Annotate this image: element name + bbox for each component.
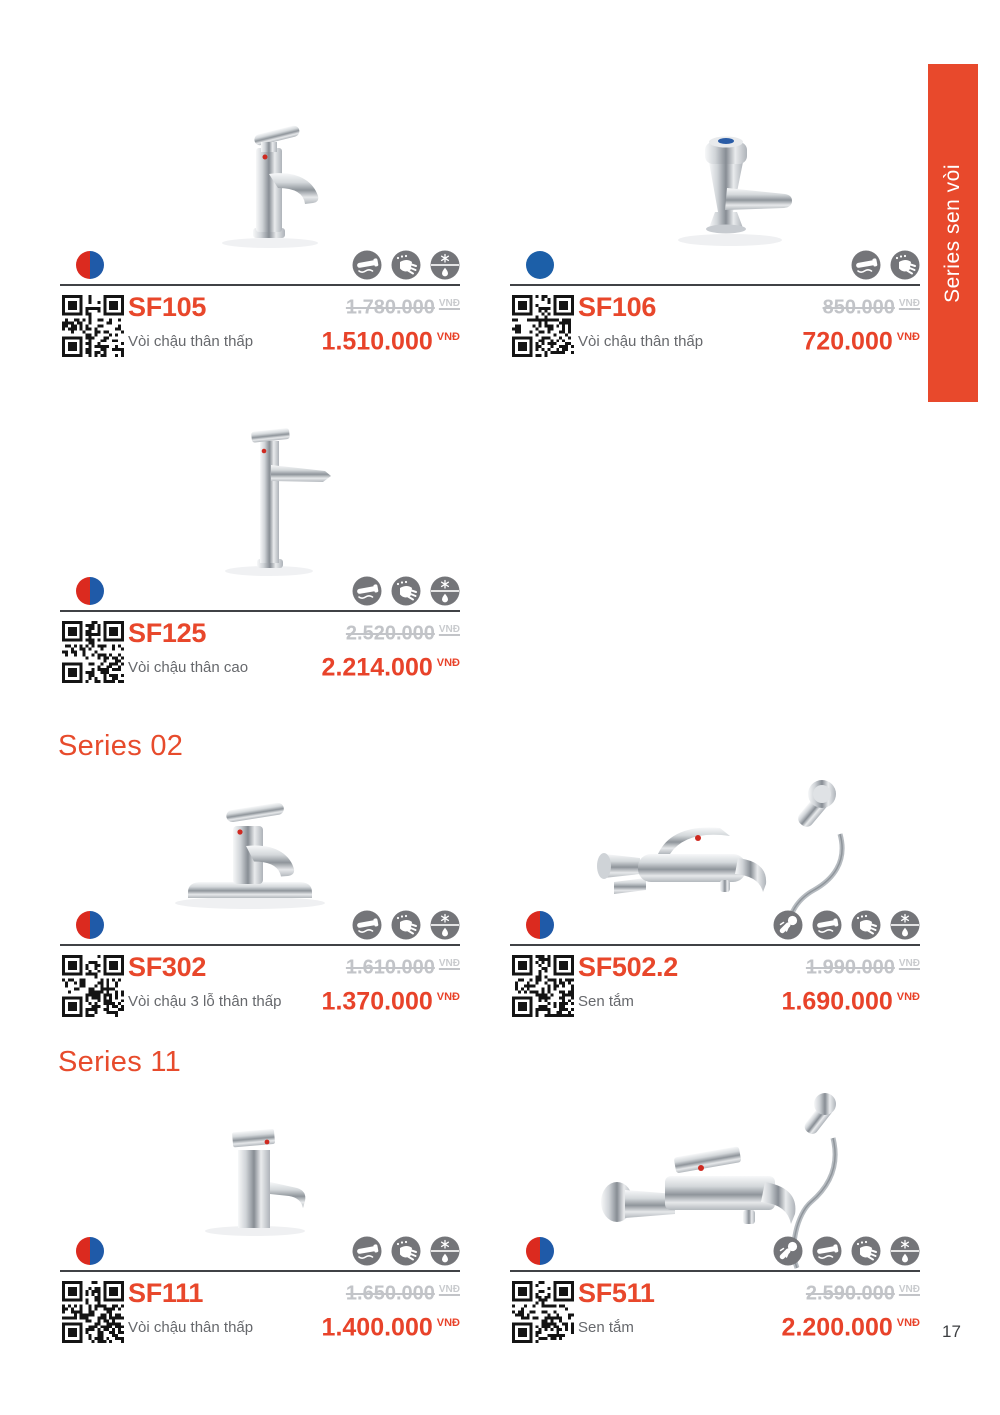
divider-line [510,284,920,286]
product-code: SF302 [128,952,207,982]
faucet-icon [352,1236,382,1266]
water-type-indicator [76,577,104,605]
new-price: 2.214.000 $^{VNĐ}$ [321,652,460,681]
price-block [322,292,460,356]
currency-label: VNĐ [898,298,920,309]
hand-spray-icon [391,576,421,606]
hot-cold-temp-icon [430,910,460,940]
product-description: Vòi chậu 3 lỗ thân thấp [128,993,282,1010]
price-block [782,952,920,1016]
old-price: 1.990.000 $^{VNĐ}$ [805,956,920,979]
hand-spray-icon [391,1236,421,1266]
currency-label: VNĐ [896,330,920,343]
water-type-indicator [526,1237,554,1265]
series-11-heading: Series 11 [58,1046,182,1078]
series-side-tab-label: Series sen vòi [941,163,964,303]
currency-label: VNĐ [436,1316,460,1329]
product-description: Vòi chậu thân thấp [578,333,704,350]
new-price: 1.510.000 $^{VNĐ}$ [321,326,460,355]
old-price: 1.780.000 $^{VNĐ}$ [345,296,460,319]
faucet-icon [812,1236,842,1266]
feature-icons [773,1236,920,1266]
currency-label: VNĐ [438,298,460,309]
old-price: 2.520.000 $^{VNĐ}$ [345,622,460,645]
qr-code [62,955,124,1017]
product-code: SF125 [128,618,207,648]
hand-spray-icon [391,250,421,280]
qr-code [512,955,574,1017]
product-code: SF502.2 [578,952,678,982]
hot-cold-temp-icon [430,250,460,280]
qr-code [62,621,124,683]
water-type-indicator [526,911,554,939]
page-number: 17 [942,1322,961,1341]
product-image-sf105 [165,100,365,255]
faucet-icon [352,910,382,940]
price-block [802,292,920,356]
qr-code [512,1281,574,1343]
product-image-sf125 [165,415,375,582]
qr-code [62,1281,124,1343]
price-block [322,1278,460,1342]
divider-line [510,944,920,946]
new-price: 1.690.000 $^{VNĐ}$ [781,986,920,1015]
currency-label: VNĐ [438,958,460,969]
feature-icons [352,1236,460,1266]
hot-cold-temp-icon [430,1236,460,1266]
faucet-icon [352,576,382,606]
currency-label: VNĐ [436,330,460,343]
faucet-icon [352,250,382,280]
product-image-sf302 [130,770,370,915]
water-type-indicator [76,1237,104,1265]
old-price: 2.590.000 $^{VNĐ}$ [805,1282,920,1305]
currency-label: VNĐ [438,624,460,635]
new-price: 2.200.000 $^{VNĐ}$ [781,1312,920,1341]
currency-label: VNĐ [896,990,920,1003]
product-image-sf111 [145,1100,365,1243]
feature-icons [352,576,460,606]
old-price: 1.610.000 $^{VNĐ}$ [345,956,460,979]
divider-line [60,944,460,946]
hand-shower-icon [773,910,803,940]
price-block [322,952,460,1016]
hot-cold-temp-icon [890,910,920,940]
old-price: 1.650.000 $^{VNĐ}$ [345,1282,460,1305]
feature-icons [851,250,920,280]
new-price: 1.400.000 $^{VNĐ}$ [321,1312,460,1341]
product-description: Vòi chậu thân thấp [128,333,254,350]
hand-shower-icon [773,1236,803,1266]
hand-spray-icon [890,250,920,280]
product-description: Vòi chậu thân cao [128,659,249,676]
hot-cold-temp-icon [430,576,460,606]
feature-icons [352,250,460,280]
hand-spray-icon [851,1236,881,1266]
product-code: SF106 [578,292,657,322]
divider-line [60,284,460,286]
water-type-indicator [526,251,554,279]
qr-code [512,295,574,357]
product-image-sf106 [615,100,835,255]
divider-line [510,1270,920,1272]
currency-label: VNĐ [898,958,920,969]
feature-icons [352,910,460,940]
divider-line [60,1270,460,1272]
hot-cold-temp-icon [890,1236,920,1266]
product-code: SF511 [578,1278,655,1308]
hand-spray-icon [851,910,881,940]
currency-label: VNĐ [438,1284,460,1295]
currency-label: VNĐ [436,656,460,669]
product-description: Vòi chậu thân thấp [128,1319,254,1336]
product-description: Sen tắm [578,993,634,1010]
feature-icons [773,910,920,940]
faucet-icon [851,250,881,280]
divider-line [60,610,460,612]
new-price: 1.370.000 $^{VNĐ}$ [321,986,460,1015]
water-type-indicator [76,251,104,279]
new-price: 720.000 $^{VNĐ}$ [802,326,920,355]
currency-label: VNĐ [896,1316,920,1329]
water-type-indicator [76,911,104,939]
product-description: Sen tắm [578,1319,634,1336]
series-02-heading: Series 02 [58,730,184,762]
currency-label: VNĐ [436,990,460,1003]
price-block [782,1278,920,1342]
price-block [322,618,460,682]
product-code: SF111 [128,1278,204,1308]
product-code: SF105 [128,292,207,322]
hand-spray-icon [391,910,421,940]
qr-code [62,295,124,357]
faucet-icon [812,910,842,940]
currency-label: VNĐ [898,1284,920,1295]
series-side-tab [928,64,978,402]
old-price: 850.000 $^{VNĐ}$ [822,296,920,319]
